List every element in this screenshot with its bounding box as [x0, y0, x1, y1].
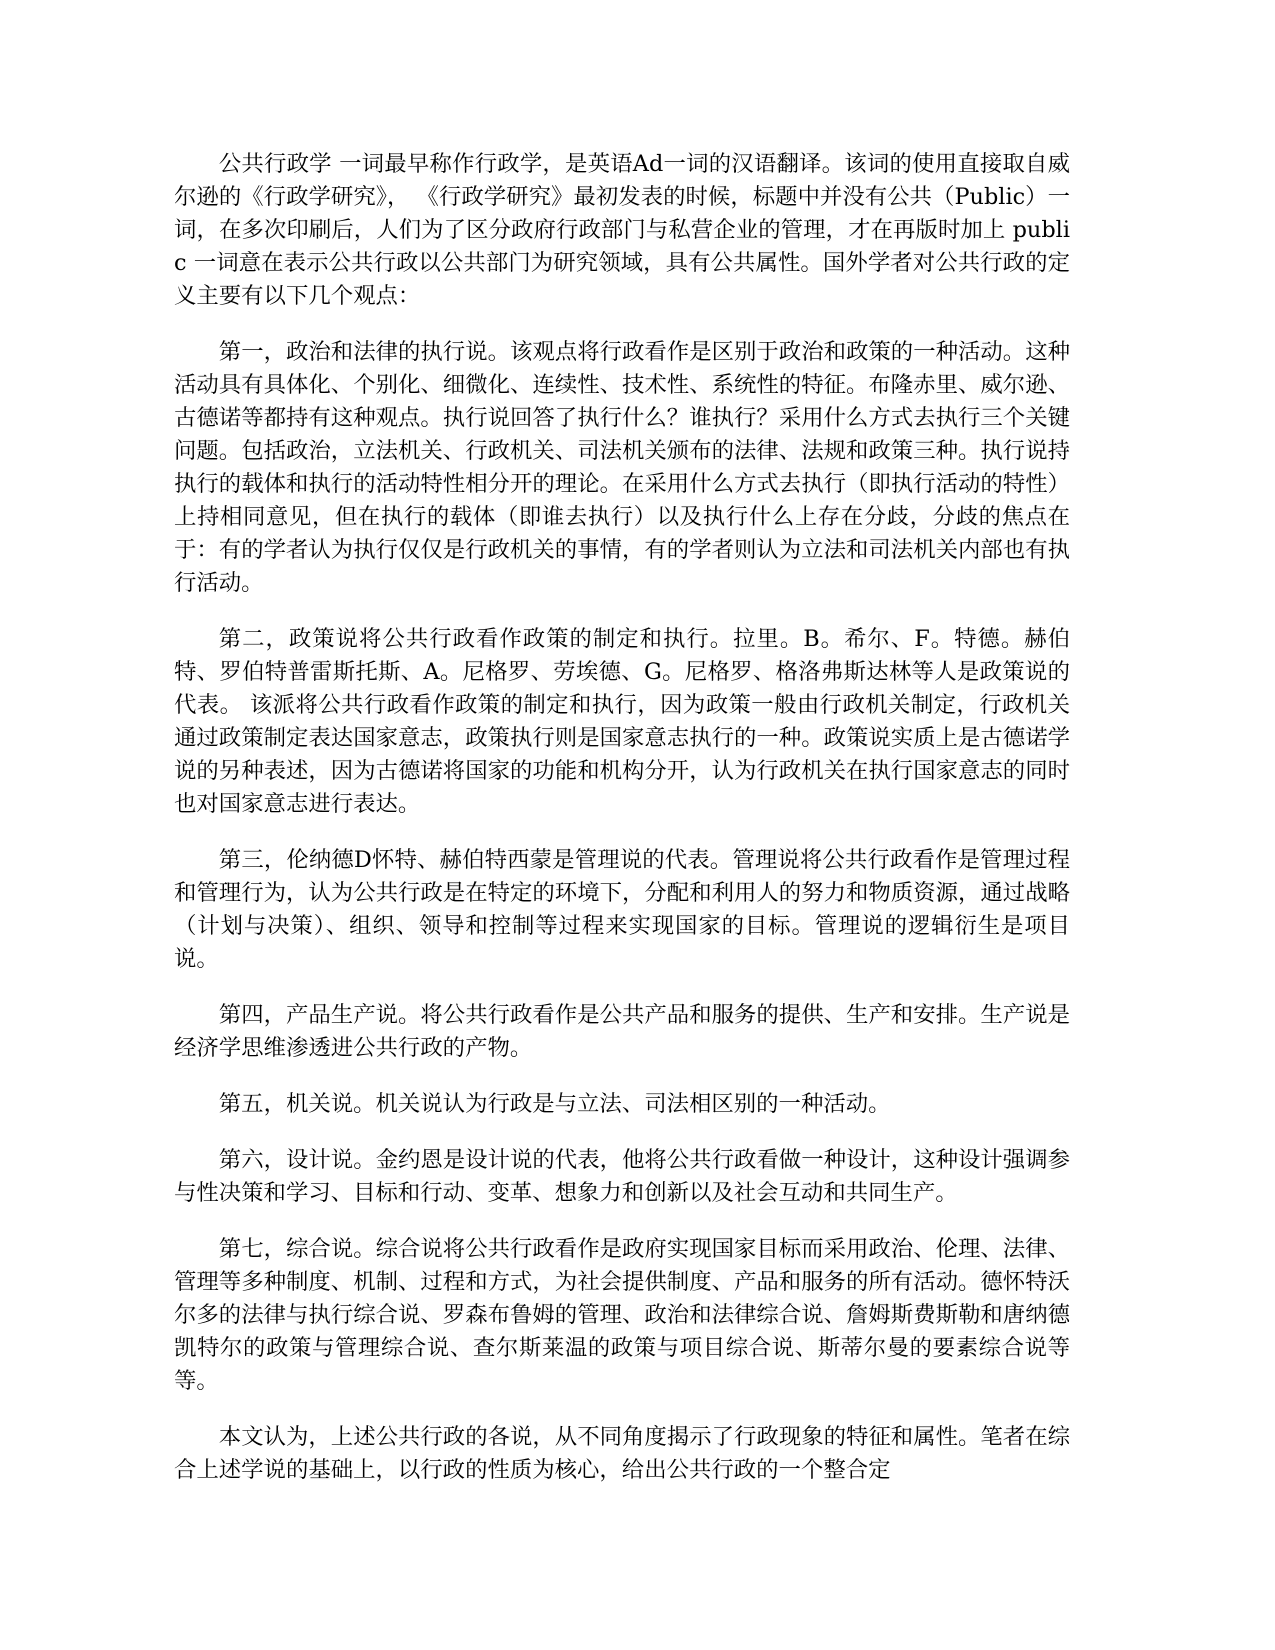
paragraph-institution-theory: 第五，机关说。机关说认为行政是与立法、司法相区别的一种活动。 — [218, 1091, 891, 1117]
paragraph-management-theory: 第三，伦纳德D怀特、赫伯特西蒙是管理说的代表。管理说将公共行政看作是管理过程和管理行为，认为公共行政是在特定的环境下，分配和利用人的努力和物质资源，通过战略（计划与决策）、组织、领导和控制等过程来实现国家的目标。管理说的逻辑衍生是项目说。 — [174, 847, 1070, 972]
paragraph-execution-theory: 第一，政治和法律的执行说。该观点将行政看作是区别于政治和政策的一种活动。这种活动具有具体化、个别化、细微化、连续性、技术性、系统性的特征。布隆赤里、威尔逊、古德诺等都持有这种观点。执行说回答了执行什么？谁执行？采用什么方式去执行三个关键问题。包括政治，立法机关、行政机关、司法机关颁布的法律、法规和政策三种。执行说持执行的载体和执行的活动特性相分开的理论。在采用什么方式去执行（即执行活动的特性）上持相同意见，但在执行的载体（即谁去执行）以及执行什么上存在分歧，分歧的焦点在于：有的学者认为执行仅仅是行政机关的事情，有的学者则认为立法和司法机关内部也有执行活动。 — [174, 339, 1070, 596]
paragraph-synthesis-theory: 第七，综合说。综合说将公共行政看作是政府实现国家目标而采用政治、伦理、法律、管理等多种制度、机制、过程和方式，为社会提供制度、产品和服务的所有活动。德怀特沃尔多的法律与执行综合说、罗森布鲁姆的管理、政治和法律综合说、詹姆斯费斯勒和唐纳德凯特尔的政策与管理综合说、查尔斯莱温的政策与项目综合说、斯蒂尔曼的要素综合说等等。 — [174, 1236, 1070, 1394]
paragraph-conclusion: 本文认为，上述公共行政的各说，从不同角度揭示了行政现象的特征和属性。笔者在综合上述学说的基础上，以行政的性质为核心，给出公共行政的一个整合定 — [174, 1424, 1070, 1483]
document-page — [174, 148, 1070, 1510]
paragraph-intro: 公共行政学 一词最早称作行政学，是英语Ad一词的汉语翻译。该词的使用直接取自威尔逊的《行政学研究》， 《行政学研究》最初发表的时候，标题中并没有公共（Public）一词，在多次印刷后，人们为了区分政府行政部门与私营企业的管理，才在再版时加上 public 一词意在表示公共行政以公共部门为研究领域，具有公共属性。国外学者对公共行政的定义主要有以下几个观点： — [174, 151, 1070, 309]
paragraph-design-theory: 第六，设计说。金约恩是设计说的代表，他将公共行政看做一种设计，这种设计强调参与性决策和学习、目标和行动、变革、想象力和创新以及社会互动和共同生产。 — [174, 1147, 1070, 1206]
paragraph-policy-theory: 第二，政策说将公共行政看作政策的制定和执行。拉里。B。希尔、F。特德。赫伯特、罗伯特普雷斯托斯、A。尼格罗、劳埃德、G。尼格罗、格洛弗斯达林等人是政策说的代表。 该派将公共行政看作政策的制定和执行，因为政策一般由行政机关制定，行政机关通过政策制定表达国家意志，政策执行则是国家意志执行的一种。政策说实质上是古德诺学说的另种表述，因为古德诺将国家的功能和机构分开，认为行政机关在执行国家意志的同时也对国家意志进行表达。 — [174, 626, 1070, 817]
paragraph-production-theory: 第四，产品生产说。将公共行政看作是公共产品和服务的提供、生产和安排。生产说是经济学思维渗透进公共行政的产物。 — [174, 1002, 1070, 1061]
